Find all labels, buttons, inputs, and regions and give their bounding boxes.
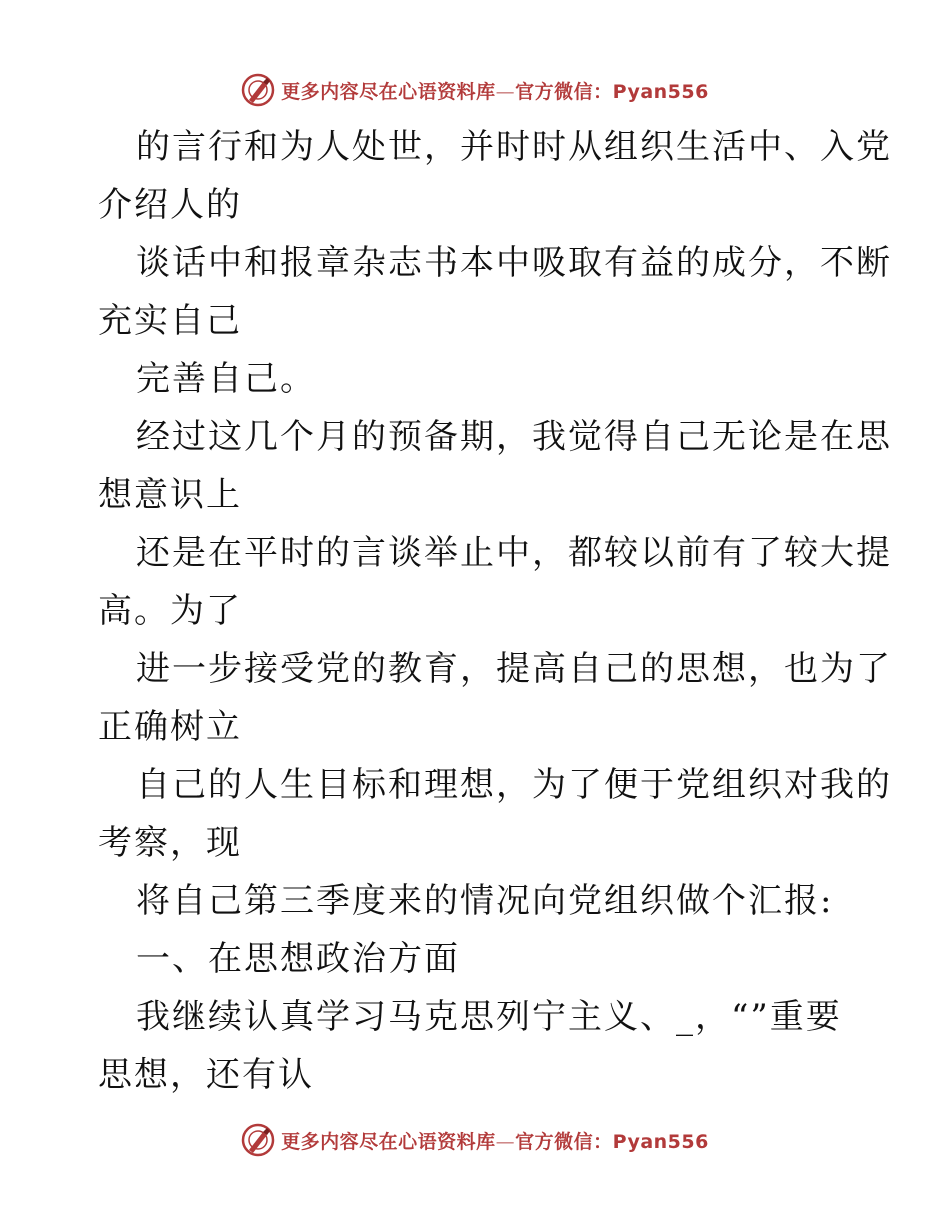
- body-line: 完善自己。: [136, 359, 316, 399]
- footer-watermark-banner: [0, 1120, 950, 1160]
- footer-watermark-text: 更多内容尽在心语资料库—官方微信：Pyan556: [281, 1130, 709, 1153]
- body-line: 思想，还有认: [98, 1055, 314, 1095]
- body-line: 充实自己: [98, 301, 242, 341]
- header-watermark-text: 更多内容尽在心语资料库—官方微信：Pyan556: [281, 80, 709, 103]
- document-body: [98, 118, 892, 1104]
- body-line: 考察，现: [98, 823, 242, 863]
- header-watermark-banner: [0, 70, 950, 110]
- body-line: 谈话中和报章杂志书本中吸取有益的成分，不断: [136, 243, 892, 283]
- pen-logo-icon: [241, 1123, 275, 1157]
- pen-logo-icon: [241, 73, 275, 107]
- body-line: 的言行和为人处世，并时时从组织生活中、入党: [136, 127, 892, 167]
- body-line: 介绍人的: [98, 185, 242, 225]
- body-line: 高。为了: [98, 591, 242, 631]
- section-heading: 一、在思想政治方面: [136, 939, 460, 979]
- body-line: 将自己第三季度来的情况向党组织做个汇报:: [136, 881, 834, 921]
- body-line: 经过这几个月的预备期，我觉得自己无论是在思: [136, 417, 892, 457]
- body-line: 还是在平时的言谈举止中，都较以前有了较大提: [136, 533, 892, 573]
- body-line: 我继续认真学习马克思列宁主义、_，“”重要: [136, 997, 842, 1037]
- body-line: 自己的人生目标和理想，为了便于党组织对我的: [136, 765, 892, 805]
- body-line: 想意识上: [98, 475, 242, 515]
- body-line: 正确树立: [98, 707, 242, 747]
- body-line: 进一步接受党的教育，提高自己的思想，也为了: [136, 649, 892, 689]
